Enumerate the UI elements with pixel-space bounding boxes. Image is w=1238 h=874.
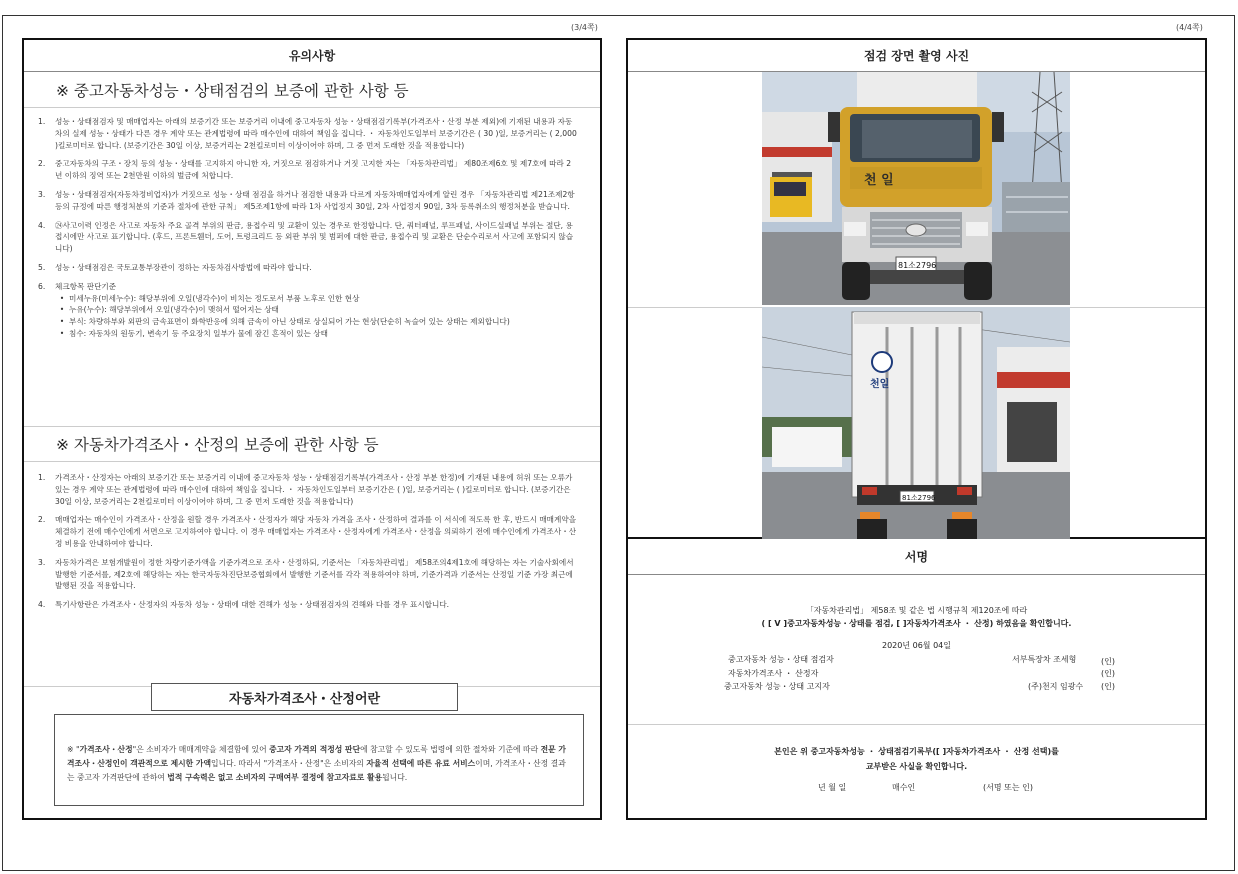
criteria-bullet: [55, 304, 578, 316]
item-number: 3.: [38, 189, 46, 199]
list-item: [38, 116, 578, 151]
confirm-divider: [628, 724, 1205, 725]
confirm-line1: 본인은 위 중고자동차성능 ・ 상태점검기록부([ ]자동차가격조사 ・ 산정 선택)를: [774, 747, 1059, 756]
item-text: 자동차가격은 보험개발원이 정한 차량기준가액을 기준가격으로 조사・산정하되, 기준서는 「자동차관리법」 제58조의4제1호에 해당하는 자는 기술사회에서 발행한 기준서를, 제2호에 해당하는 자는 한국자동차진단보증협회에서 발행한 기준서를 각각 적용하여야 하며, 기준가격과 기준서는 산정일 기준 가장 최근에 발행된 것을 적용합니다.: [55, 557, 574, 591]
bullet-dot: •: [59, 317, 65, 327]
list-item: [38, 281, 578, 340]
row-notifier-sign: (인): [1101, 682, 1115, 691]
row-inspector-sign: (인): [1101, 657, 1115, 666]
truck-front-photo: [762, 72, 1070, 305]
buyer-sign: (서명 또는 인): [983, 783, 1033, 792]
right-page-number: (4/4쪽): [1176, 23, 1203, 32]
left-page-number: (3/4쪽): [571, 23, 598, 32]
list-item: [38, 472, 578, 507]
buyer-label: 매수인: [892, 783, 916, 792]
truck-rear-plate: 81소2796: [902, 494, 936, 502]
list-item: [38, 514, 578, 549]
truck-rear-photo: [762, 307, 1070, 539]
item-text: 성능・상태점검은 국토교통부장관이 정하는 자동차검사방법에 따라야 합니다.: [55, 262, 312, 272]
price-note-title: 자동차가격조사・산정어란: [151, 683, 458, 711]
note-text-part: 입니다. 따라서 "가격조사・산정"은 소비자의: [210, 759, 367, 768]
item-text: 가격조사・산정자는 아래의 보증기간 또는 보증거리 이내에 중고자동차 성능・상태점검기록부(가격조사・산정 부분 한정)에 기재된 내용에 허위 또는 오류가 있는 경우 계약 또는 관계법령에 따라 매수인에 대하여 책임을 집니다. ・ 자동차인도일부터 보증기간은 ( )일, 보증거리는 ( )킬로미터로 합니다. (보증기간은 30일 이상, 보증거리는 2천킬로미터 이상이어야 하며, 그 중 먼저 도래한 것을 적용합니다): [55, 473, 573, 506]
list-item: [38, 557, 578, 592]
bullet-text: 누유(누수): 해당부위에서 오일(냉각수)이 맺혀서 떨어지는 상태: [69, 305, 279, 315]
list-item: [38, 262, 578, 274]
item-number: 5.: [38, 262, 46, 272]
truck-front-plate: 81소2796: [898, 261, 937, 270]
sig-title: 서명: [628, 539, 1205, 575]
note-text-part: ※ ": [67, 745, 80, 754]
bullet-text: 부식: 차량하부와 외판의 금속표면이 화학반응에 의해 금속이 아닌 상태로 상실되어 가는 현상(단순히 녹슬어 있는 상태는 제외합니다): [69, 317, 510, 327]
criteria-bullet: [55, 328, 578, 340]
bullet-dot: •: [59, 328, 65, 338]
row-appraiser-label: 자동차가격조사 ・ 산정자: [728, 669, 819, 678]
list-item: [38, 189, 578, 213]
photo-title: 점검 장면 촬영 사진: [628, 40, 1205, 72]
criteria-bullet: [55, 293, 578, 305]
note-text-part: 에 참고할 수 있도록 법령에 의한 절차와 기준에 따라: [360, 745, 541, 754]
price-note-box: [54, 714, 584, 806]
note-emphasis: 전문 가격조사・산정인이 객관적으로 제시한 가액: [67, 745, 566, 768]
item-text: 성능・상태점검자(자동차정비업자)가 거짓으로 성능・상태 점검을 하거나 점검한 내용과 다르게 자동차매매업자에게 알린 경우 「자동차관리법 제21조제2항 등의 규정에 따른 행정처분의 기준과 절차에 관한 규칙」 제5조제1항에 따라 1차 사업정지 30일, 2차 사업정지 90일, 3차 등록취소의 행정처분을 받습니다.: [55, 189, 575, 211]
section1-heading: ※ 중고자동차성능・상태점검의 보증에 관한 사항 등: [24, 72, 600, 108]
criteria-bullet: [55, 316, 578, 328]
item-text: 매매업자는 매수인이 가격조사・산정을 원할 경우 가격조사・산정자가 해당 자동차 가격을 조사・산정하여 결과를 이 서식에 적도록 한 후, 반드시 매매계약을 체결하기 전에 매수인에게 서면으로 고지하여야 합니다. 이 경우 매매업자는 가격조사・산정자에게 가격조사・산정을 의뢰하기 전에 매수인에게 가격조사・산정 비용을 안내하여야 합니다.: [55, 515, 577, 548]
item-text: 성능・상태점검자 및 매매업자는 아래의 보증기간 또는 보증거리 이내에 중고자동차 성능・상태점검기록부(가격조사・산정 부분 제외)에 기재된 내용과 자동차의 실제 성능・상태가 다른 경우 계약 또는 관계법령에 따라 매수인에 대하여 책임을 집니다. ・ 자동차인도일부터 보증기간은 ( 30 )일, 보증거리는 ( 2,000 )킬로미터로 합니다. (보증기간은 30일 이상, 보증거리는 2천킬로미터 이상이어야 하며, 그 중 먼저 도래한 것을 적용합니다): [55, 117, 577, 150]
sig-line2: ( [ V ]중고자동차성능・상태를 점검, [ ]자동차가격조사 ・ 산정) 하였음을 확인합니다.: [761, 619, 1072, 628]
section1-list: [24, 108, 600, 340]
row-appraiser-sign: (인): [1101, 669, 1115, 678]
bullet-text: 미세누유(미세누수): 해당부위에 오일(냉각수)이 비치는 정도로서 부품 노후로 인한 현상: [69, 293, 360, 303]
list-item: [38, 220, 578, 255]
bullet-text: 침수: 자동차의 원동기, 변속기 등 주요장치 일부가 물에 잠긴 흔적이 있는 상태: [69, 328, 328, 338]
item-text: 중고자동차의 구조・장치 등의 성능・상태를 고지하지 아니한 자, 거짓으로 점검하거나 거짓 고지한 자는 「자동차관리법」 제80조제6호 및 제7호에 따라 2년 이하의 징역 또는 2천만원 이하의 벌금에 처합니다.: [55, 159, 572, 181]
price-note-text: [67, 743, 571, 785]
item-text: [55, 281, 578, 340]
item-number: 2.: [38, 159, 46, 169]
note-text-part: 됩니다.: [382, 773, 408, 782]
note-emphasis: 가격조사・산정: [79, 745, 133, 754]
section2-list: [24, 462, 600, 611]
confirm-line2: 교부받은 사실을 확인합니다.: [865, 762, 968, 771]
notice-title: 유의사항: [24, 40, 600, 72]
buyer-date: 년 월 일: [818, 783, 847, 792]
section2-heading: ※ 자동차가격조사・산정의 보증에 관한 사항 등: [24, 426, 600, 462]
row-inspector-label: 중고자동차 성능・상태 점검자: [728, 655, 834, 664]
item-number: 1.: [38, 473, 46, 482]
item-number: 4.: [38, 600, 46, 610]
note-text-part: 이며, 가격조사・산정 결과는 중고자 가격판단에 관하여: [67, 759, 566, 782]
item-text: 특기사항란은 가격조사・산정자의 자동차 성능・상태에 대한 견해가 성능・상태점검자의 견해와 다를 경우 표시합니다.: [55, 600, 450, 610]
sig-line1: 「자동차관리법」 제58조 및 같은 법 시행규칙 제120조에 따라: [805, 606, 1028, 615]
item-number: 6.: [38, 281, 46, 291]
item-number: 3.: [38, 557, 46, 567]
sig-date: 2020년 06월 04일: [882, 641, 951, 650]
item-number: 2.: [38, 515, 46, 525]
row-inspector-value: 서부특장차 조세형: [1012, 655, 1077, 664]
item-number: 4.: [38, 220, 46, 230]
note-emphasis: 중고자 가격의 적정성 판단: [269, 745, 361, 754]
item6-title: 체크항목 판단기준: [55, 281, 117, 291]
item-number: 1.: [38, 117, 46, 126]
row-notifier-value: (주)천지 임광수: [1028, 682, 1084, 691]
note-emphasis: 법적 구속력은 없고 소비자의 구매여부 결정에 참고자료로 활용: [167, 773, 383, 782]
truck-front-brand: 천 일: [864, 173, 894, 188]
note-text-part: "은 소비자가 매매계약을 체결함에 있어: [132, 745, 270, 754]
note-emphasis: 자율적 선택에 따른 유료 서비스: [366, 759, 476, 768]
list-item: [38, 158, 578, 182]
bullet-dot: •: [59, 305, 65, 315]
row-notifier-label: 중고자동차 성능・상태 고지자: [724, 682, 830, 691]
item-text: ㉔사고이력 인정은 사고로 자동차 주요 골격 부위의 판금, 용접수리 및 교환이 있는 경우로 한정합니다. 단, 쿼터패널, 루프패널, 사이드실패널 부위는 절단, 용접시에만 사고로 표기합니다. (후드, 프론트휀더, 도어, 트렁크리드 등 외판 부위 및 범퍼에 대한 판금, 용접수리 및 교환은 단순수리로서 사고에 포함되지 않습니다): [55, 220, 574, 254]
bullet-dot: •: [59, 293, 65, 303]
truck-rear-brand: 천일: [870, 379, 890, 390]
list-item: [38, 599, 578, 611]
